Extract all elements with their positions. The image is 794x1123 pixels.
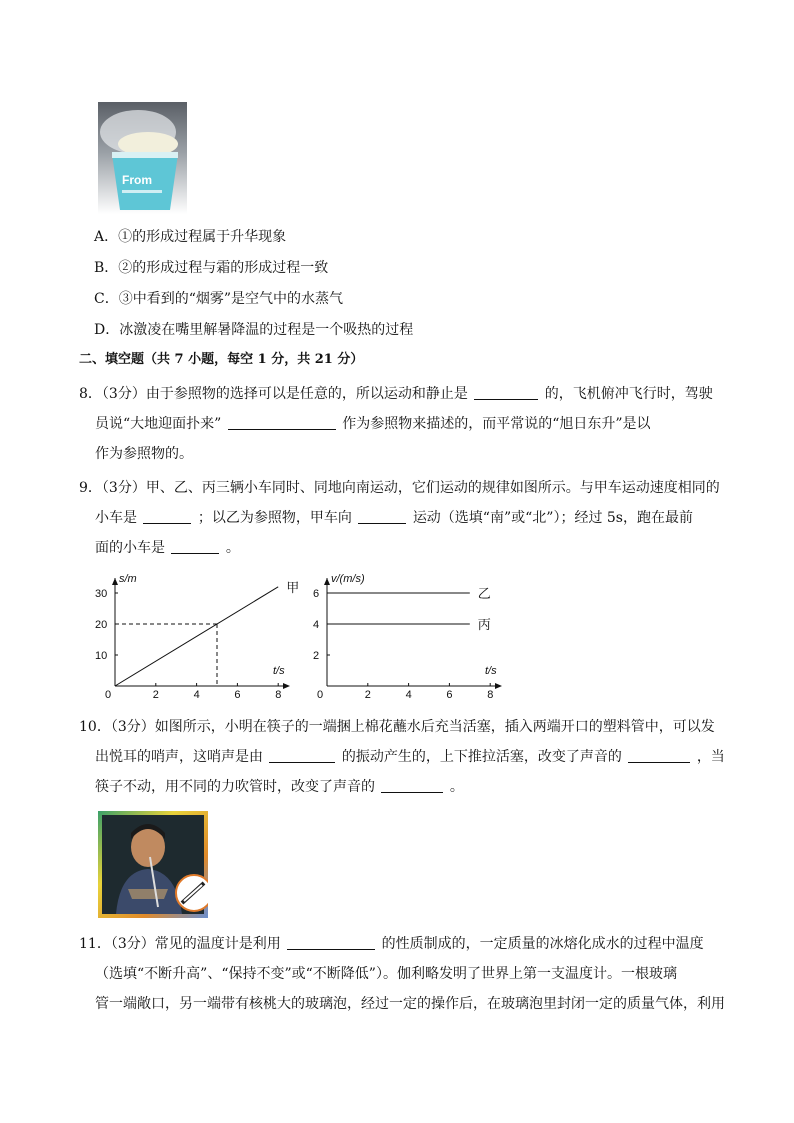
q10-blank-1[interactable] [269, 748, 335, 763]
option-a: A．①的形成过程属于升华现象 [94, 229, 287, 245]
chart1-series-label: 甲 [286, 579, 300, 595]
q8-line2a: 员说“大地迎面扑来” [95, 416, 222, 432]
chart2-y-arrow [324, 578, 330, 585]
q8-blank-2[interactable] [228, 415, 336, 430]
q11-line1a: 11．（3分）常见的温度计是利用 [79, 936, 281, 952]
q10-line3b: 。 [449, 779, 464, 795]
chart1-x-tick-label: 8 [275, 689, 282, 701]
section-title: 二、填空题（共 7 小题，每空 1 分，共 21 分） [79, 352, 364, 367]
chart2-x-tick-label: 8 [487, 689, 494, 701]
chart2-series-label: 乙 [477, 586, 491, 601]
ice-cream-photo [98, 102, 187, 214]
chart1-y-arrow [112, 578, 118, 585]
chart2-x-tick-label: 4 [405, 689, 412, 701]
chart1-y-label: s/m [119, 573, 137, 585]
q11-line2: （选填“不断升高”、“保持不变”或“不断降低”）。伽利略发明了世界上第一支温度计。一根玻璃 [95, 966, 677, 982]
chart2-x-arrow [495, 683, 502, 689]
q9-line3a: 面的小车是 [95, 540, 165, 556]
chart2-y-label: v/(m/s) [331, 573, 365, 585]
option-c: C．③中看到的“烟雾”是空气中的水蒸气 [94, 291, 344, 307]
q10-line2a: 出悦耳的哨声，这哨声是由 [95, 749, 263, 765]
q8-line1b: 的，飞机俯冲飞行时，驾驶 [544, 386, 713, 402]
q9-charts-svg [90, 568, 530, 703]
chart1-x-tick-label: 6 [234, 689, 241, 701]
chart1-origin-label: 0 [105, 689, 112, 701]
chart2-y-tick-label: 6 [313, 588, 320, 600]
q8-blank-1[interactable] [474, 385, 538, 400]
chart2-y-tick-label: 2 [313, 650, 320, 662]
chart1-x-tick-label: 2 [152, 689, 159, 701]
chart1-y-tick-label: 30 [95, 588, 108, 600]
chart2-origin-label: 0 [317, 689, 324, 701]
q9-blank-1[interactable] [143, 509, 191, 524]
q8-line3: 作为参照物的。 [95, 446, 193, 462]
q10-line1: 10．（3分）如图所示，小明在筷子的一端捆上棉花蘸水后充当活塞，插入两端开口的塑料管中，可以发 [79, 719, 715, 735]
cup-label: From [122, 173, 152, 187]
chart2-series-label: 丙 [477, 617, 491, 632]
chart2-x-label: t/s [485, 665, 497, 677]
chart1-y-tick-label: 20 [95, 619, 108, 631]
q9-blank-2[interactable] [358, 509, 406, 524]
chart1-y-tick-label: 10 [95, 650, 108, 662]
q11-line1b: 的性质制成的，一定质量的冰熔化成水的过程中温度 [381, 936, 704, 952]
boy-photo [98, 811, 208, 918]
q9-line2c: 运动（选填“南”或“北”）；经过 5s，跑在最前 [412, 510, 693, 526]
q10-blank-2[interactable] [628, 748, 690, 763]
q10-line2b: 的振动产生的，上下推拉活塞，改变了声音的 [341, 749, 622, 765]
q11-line3: 管一端敞口，另一端带有核桃大的玻璃泡，经过一定的操作后，在玻璃泡里封闭一定的质量气体，利用 [95, 996, 725, 1012]
chart1-x-label: t/s [273, 665, 285, 677]
q8-line2b: 作为参照物来描述的，而平常说的“旭日东升”是以 [342, 416, 651, 432]
chart1-series-line [115, 587, 278, 686]
q10-blank-3[interactable] [381, 778, 443, 793]
q9-line3b: 。 [225, 540, 240, 556]
option-d: D．冰激凌在嘴里解暑降温的过程是一个吸热的过程 [94, 322, 414, 338]
q9-line2a: 小车是 [95, 510, 137, 526]
q11-blank-1[interactable] [287, 935, 375, 950]
q10-line2c: ，当 [696, 749, 725, 765]
option-b: B．②的形成过程与霜的形成过程一致 [94, 260, 329, 276]
q9-charts [90, 568, 530, 703]
chart1-x-arrow [283, 683, 290, 689]
q9-blank-3[interactable] [171, 539, 219, 554]
q9-line1: 9．（3分）甲、乙、丙三辆小车同时、同地向南运动，它们运动的规律如图所示。与甲车运动速度相同的 [79, 480, 720, 496]
q9-line2b: ；以乙为参照物，甲车向 [197, 510, 352, 526]
chart1-x-tick-label: 4 [193, 689, 200, 701]
chart2-x-tick-label: 2 [364, 689, 371, 701]
chart2-y-tick-label: 4 [313, 619, 320, 631]
chart2-x-tick-label: 6 [446, 689, 453, 701]
q8-line1a: 8．（3分）由于参照物的选择可以是任意的，所以运动和静止是 [79, 386, 468, 402]
q10-line3a: 筷子不动，用不同的力吹管时，改变了声音的 [95, 779, 375, 795]
